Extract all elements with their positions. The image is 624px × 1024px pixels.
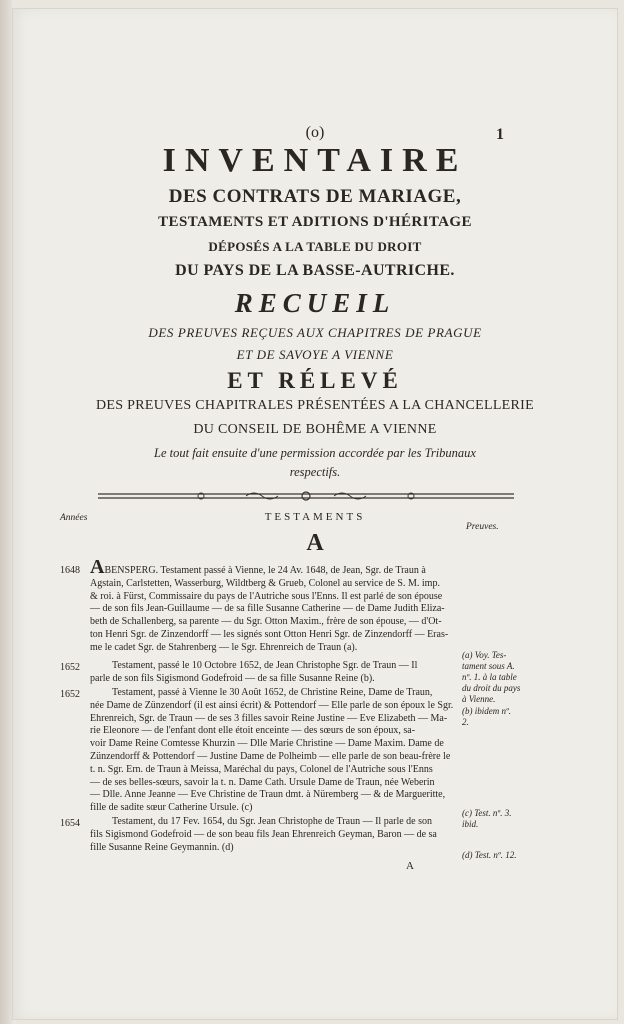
entry-line: rie Eleonore — de l'enfant dont elle étoit enceinte — des sœurs de son époux, sa- <box>90 725 416 737</box>
folio-number: 1 <box>496 126 504 143</box>
column-label-proofs: Preuves. <box>466 522 499 532</box>
entry-year: 1648 <box>60 565 80 576</box>
margin-note-line: (b) ibidem nº. <box>462 706 512 716</box>
entry-line: Testament passé à Vienne, le 24 Av. 1648, de Jean, Sgr. de Traun à <box>158 565 426 576</box>
margin-note-line: (d) Test. nº. 12. <box>462 850 517 860</box>
entry-line: Testament, passé le 10 Octobre 1652, de Jean Christophe Sgr. de Traun — Il <box>112 660 418 671</box>
margin-note-line: tament sous A. <box>462 661 515 671</box>
page-number: (o) <box>305 124 325 141</box>
entry-line: fille Susanne Reine Geymannin. (d) <box>90 841 234 853</box>
releve-line-1: DES PREUVES CHAPITRALES PRÉSENTÉES A LA CHANCELLERIE <box>96 398 534 413</box>
recueil-line-2: ET DE SAVOYE A VIENNE <box>236 347 394 362</box>
margin-note-line: (c) Test. nº. 3. <box>462 808 512 818</box>
permission-line-1: Le tout fait ensuite d'une permission accordée par les Tribunaux <box>154 446 476 460</box>
entry-1652-a <box>90 660 456 686</box>
margin-note-line: ibid. <box>462 819 479 829</box>
margin-note-a <box>462 650 572 705</box>
margin-note-d <box>462 850 572 861</box>
entry-line: née Dame de Zünzendorf (il est ainsi écrit) & Pottendorf — Elle parle de son époux le Sgr. <box>90 699 454 711</box>
drop-cap: A <box>90 556 105 578</box>
entry-line: t. n. Sgr. Ern. de Traun à Meissa, Maréchal du pays, Colonel de l'Autriche sous l'Enns <box>90 763 433 775</box>
releve-heading: ET RÉLEVÉ <box>227 368 403 393</box>
entry-year: 1652 <box>60 689 80 700</box>
entry-1654 <box>90 816 456 854</box>
margin-note-c <box>462 808 572 830</box>
entry-line: parle de son fils Sigismond Godefroid — de sa fille Susanne Reine (b). <box>90 672 375 684</box>
section-heading: TESTAMENTS <box>264 511 366 523</box>
margin-note-line: 2. <box>462 717 469 727</box>
margin-note-line: nº. 1. à la table <box>462 672 517 682</box>
sheet-edge <box>0 0 12 1024</box>
ornamental-rule <box>96 489 516 503</box>
entry-line: me le cadet Sgr. de Stahrenberg — le Sgr. Ehrenreich de Traun (a). <box>90 641 358 653</box>
section-letter: A <box>306 530 324 556</box>
entry-surname: BENSPERG. <box>104 565 159 576</box>
column-label-years: Années <box>60 513 88 523</box>
entry-line: voir Dame Reine Comtesse Khurzin — Dlle Marie Christine — Dame Maxim. Dame de <box>90 738 444 750</box>
document-page <box>12 8 618 1020</box>
subtitle-line-1: DES CONTRATS DE MARIAGE, <box>168 186 462 207</box>
catchword: A <box>406 860 414 872</box>
margin-note-b <box>462 706 572 728</box>
margin-note-line: (a) Voy. Tes- <box>462 650 507 660</box>
entry-line: ton Henri Sgr. de Zinzendorff — les signés sont Otton Henri Sgr. de Zinzendorff — Eras- <box>90 628 449 640</box>
releve-line-2: DU CONSEIL DE BOHÊME A VIENNE <box>193 422 437 437</box>
recueil-line-1: DES PREUVES REÇUES AUX CHAPITRES DE PRAGUE <box>148 325 482 340</box>
entry-line: & roi. à Fürst, Commissaire du pays de l'Autriche sous l'Enns. Il est parlé de son épouse <box>90 590 443 602</box>
entry-1652-b <box>90 687 456 815</box>
subtitle-line-2: TESTAMENTS ET ADITIONS D'HÉRITAGE <box>158 214 472 230</box>
entry-year: 1654 <box>60 818 80 829</box>
entry-line: — de ses belles-sœurs, savoir la t. n. Dame Cath. Ursule Dame de Traun, née Weberin <box>90 776 435 788</box>
recueil-heading: RECUEIL <box>234 288 396 318</box>
entry-line: Zünzendorff & Pottendorf — Justine Dame de Polheimb — elle parle de son beau-frère le <box>90 750 451 762</box>
entry-line: Testament, passé à Vienne le 30 Août 1652, de Christine Reine, Dame de Traun, <box>112 687 433 698</box>
subtitle-line-4: DU PAYS DE LA BASSE-AUTRICHE. <box>175 262 455 279</box>
entry-line: Testament, du 17 Fev. 1654, du Sgr. Jean Christophe de Traun — Il parle de son <box>112 816 433 827</box>
margin-note-line: du droit du pays <box>462 683 521 693</box>
entry-1648 <box>90 556 456 655</box>
entry-line: Agstain, Carlstetten, Wasserburg, Wildtberg & Grueb, Colonel au service de S. M. imp. <box>90 577 440 589</box>
entry-year: 1652 <box>60 662 80 673</box>
entry-line: beth de Schallenberg, sa parente — du Sgr. Otton Maxim., frère de son épouse, — d'Ot- <box>90 616 442 628</box>
main-title: INVENTAIRE <box>162 142 468 179</box>
entry-line: fille de sadite sœur Catherine Ursule. (c) <box>90 802 253 814</box>
entry-line: fils Sigismond Godefroid — de son beau fils Jean Ehrenreich Geyman, Baron — de sa <box>90 828 437 840</box>
permission-line-2: respectifs. <box>289 465 341 479</box>
entry-line: Ehrenreich, Sgr. de Traun — de ses 3 filles savoir Reine Justine — Eve Elizabeth — Ma- <box>90 712 448 724</box>
subtitle-line-3: DÉPOSÉS A LA TABLE DU DROIT <box>208 239 422 254</box>
margin-note-line: à Vienne. <box>462 694 496 704</box>
entry-line: — de son fils Jean-Guillaume — de sa fille Susanne Catherine — de Dame Judith Eliza- <box>90 603 445 615</box>
entry-line: — Dlle. Anne Jeanne — Eve Christine de Traun dmt. à Nüremberg — & de Margueritte, <box>90 789 446 801</box>
